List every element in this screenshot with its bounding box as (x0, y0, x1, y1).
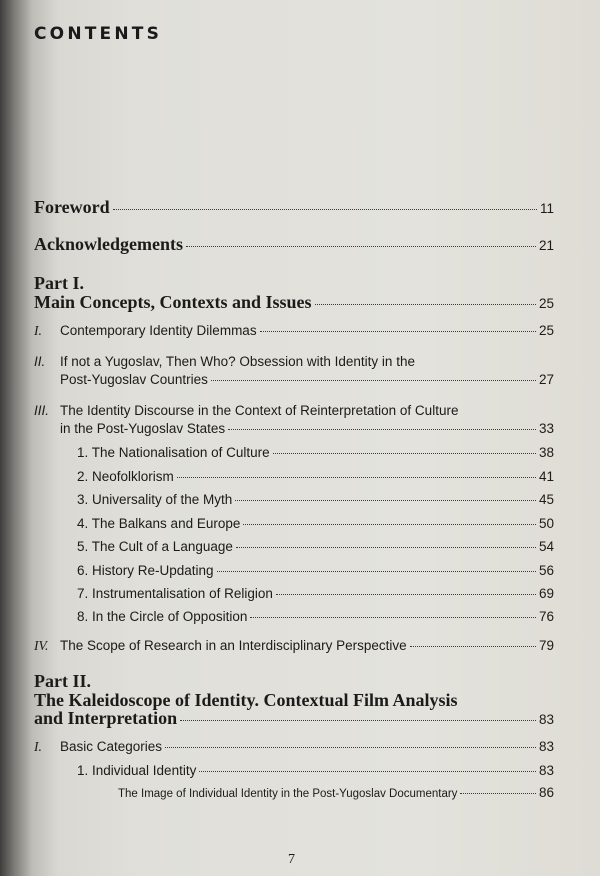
entry-title: and Interpretation (34, 708, 178, 728)
leader-dots (260, 331, 536, 332)
leader-dots (315, 304, 536, 305)
entry-page: 25 (538, 323, 554, 338)
toc-entry-subsection[interactable] (77, 539, 554, 554)
entry-page: 56 (538, 563, 554, 578)
entry-page: 83 (538, 712, 554, 727)
entry-page: 11 (539, 201, 554, 216)
contents-heading: CONTENTS (34, 24, 163, 44)
leader-dots (199, 771, 536, 772)
toc-entry-section-1[interactable] (34, 323, 554, 339)
entry-title: If not a Yugoslav, Then Who? Obsession with Identity in the (60, 354, 415, 369)
entry-page: 41 (538, 469, 554, 484)
entry-title: The Identity Discourse in the Context of Reinterpretation of Culture (60, 403, 459, 418)
leader-dots (186, 246, 536, 247)
part2-title-line1: The Kaleidoscope of Identity. Contextual Film Analysis (34, 690, 458, 710)
entry-page: 21 (538, 238, 554, 253)
toc-entry-section-2[interactable] (60, 372, 554, 387)
entry-title: The Scope of Research in an Interdisciplinary Perspective (60, 638, 407, 653)
section-number: IV. (34, 638, 49, 653)
leader-dots (236, 547, 536, 548)
entry-title: 4. The Balkans and Europe (77, 516, 241, 531)
entry-title: Contemporary Identity Dilemmas (60, 323, 257, 338)
entry-title: 1. The Nationalisation of Culture (77, 445, 270, 460)
entry-title: 7. Instrumentalisation of Religion (77, 586, 273, 601)
entry-title: Acknowledgements (34, 234, 183, 254)
toc-entry-acknowledgements[interactable] (34, 234, 554, 255)
part1-label: Part I. (34, 273, 84, 293)
toc-entry-part2[interactable] (34, 708, 554, 729)
toc-entry-basic-categories[interactable] (34, 739, 554, 755)
entry-title: Main Concepts, Contexts and Issues (34, 292, 312, 312)
leader-dots (113, 209, 537, 210)
entry-title: 3. Universality of the Myth (77, 492, 233, 507)
leader-dots (180, 720, 536, 721)
section-number: I. (34, 739, 42, 754)
leader-dots (165, 747, 536, 748)
leader-dots (211, 380, 536, 381)
entry-page: 86 (538, 785, 554, 800)
toc-entry-foreword[interactable] (34, 197, 554, 218)
toc-entry-section-3-line1[interactable] (34, 403, 458, 418)
entry-page: 54 (538, 539, 554, 554)
leader-dots (243, 524, 536, 525)
toc-entry-subsection[interactable] (77, 563, 554, 578)
toc-entry-section-4[interactable] (34, 638, 554, 654)
entry-title: Post-Yugoslav Countries (60, 372, 208, 387)
toc-entry-subsection[interactable] (77, 492, 554, 507)
leader-dots (273, 453, 536, 454)
toc-entry-image-individual-identity[interactable] (118, 785, 554, 800)
entry-page: 27 (538, 372, 554, 387)
toc-entry-section-3[interactable] (60, 421, 554, 436)
toc-entry-subsection[interactable] (77, 469, 554, 484)
section-number: II. (34, 354, 46, 369)
leader-dots (276, 594, 536, 595)
leader-dots (217, 571, 536, 572)
entry-title: 5. The Cult of a Language (77, 539, 233, 554)
entry-title: 6. History Re-Updating (77, 563, 214, 578)
entry-page: 33 (538, 421, 554, 436)
entry-page: 25 (538, 296, 554, 311)
leader-dots (410, 646, 536, 647)
leader-dots (460, 793, 536, 794)
entry-page: 38 (538, 445, 554, 460)
entry-title: Basic Categories (60, 739, 163, 754)
entry-title: 1. Individual Identity (77, 763, 197, 778)
toc-entry-subsection[interactable] (77, 609, 554, 624)
leader-dots (177, 477, 536, 478)
toc-entry-subsection[interactable] (77, 586, 554, 601)
entry-title: 2. Neofolklorism (77, 469, 174, 484)
entry-page: 79 (538, 638, 554, 653)
section-number: III. (34, 403, 50, 418)
entry-title: in the Post-Yugoslav States (60, 421, 226, 436)
toc-entry-section-2-line1[interactable] (34, 354, 415, 369)
entry-title: The Image of Individual Identity in the Post-Yugoslav Documentary (118, 788, 458, 800)
toc-entry-part1[interactable] (34, 292, 554, 313)
toc-entry-subsection[interactable] (77, 516, 554, 531)
toc-entry-subsection[interactable] (77, 445, 554, 460)
leader-dots (228, 429, 536, 430)
leader-dots (235, 500, 536, 501)
entry-page: 69 (538, 586, 554, 601)
section-number: I. (34, 323, 42, 338)
entry-page: 83 (538, 739, 554, 754)
entry-page: 50 (538, 516, 554, 531)
entry-title: 8. In the Circle of Opposition (77, 609, 248, 624)
entry-title: Foreword (34, 197, 110, 217)
leader-dots (250, 617, 536, 618)
toc-entry-individual-identity[interactable] (77, 763, 554, 778)
entry-page: 76 (538, 609, 554, 624)
entry-page: 83 (538, 763, 554, 778)
page-number: 7 (288, 852, 295, 867)
part2-label: Part II. (34, 671, 91, 691)
entry-page: 45 (538, 492, 554, 507)
